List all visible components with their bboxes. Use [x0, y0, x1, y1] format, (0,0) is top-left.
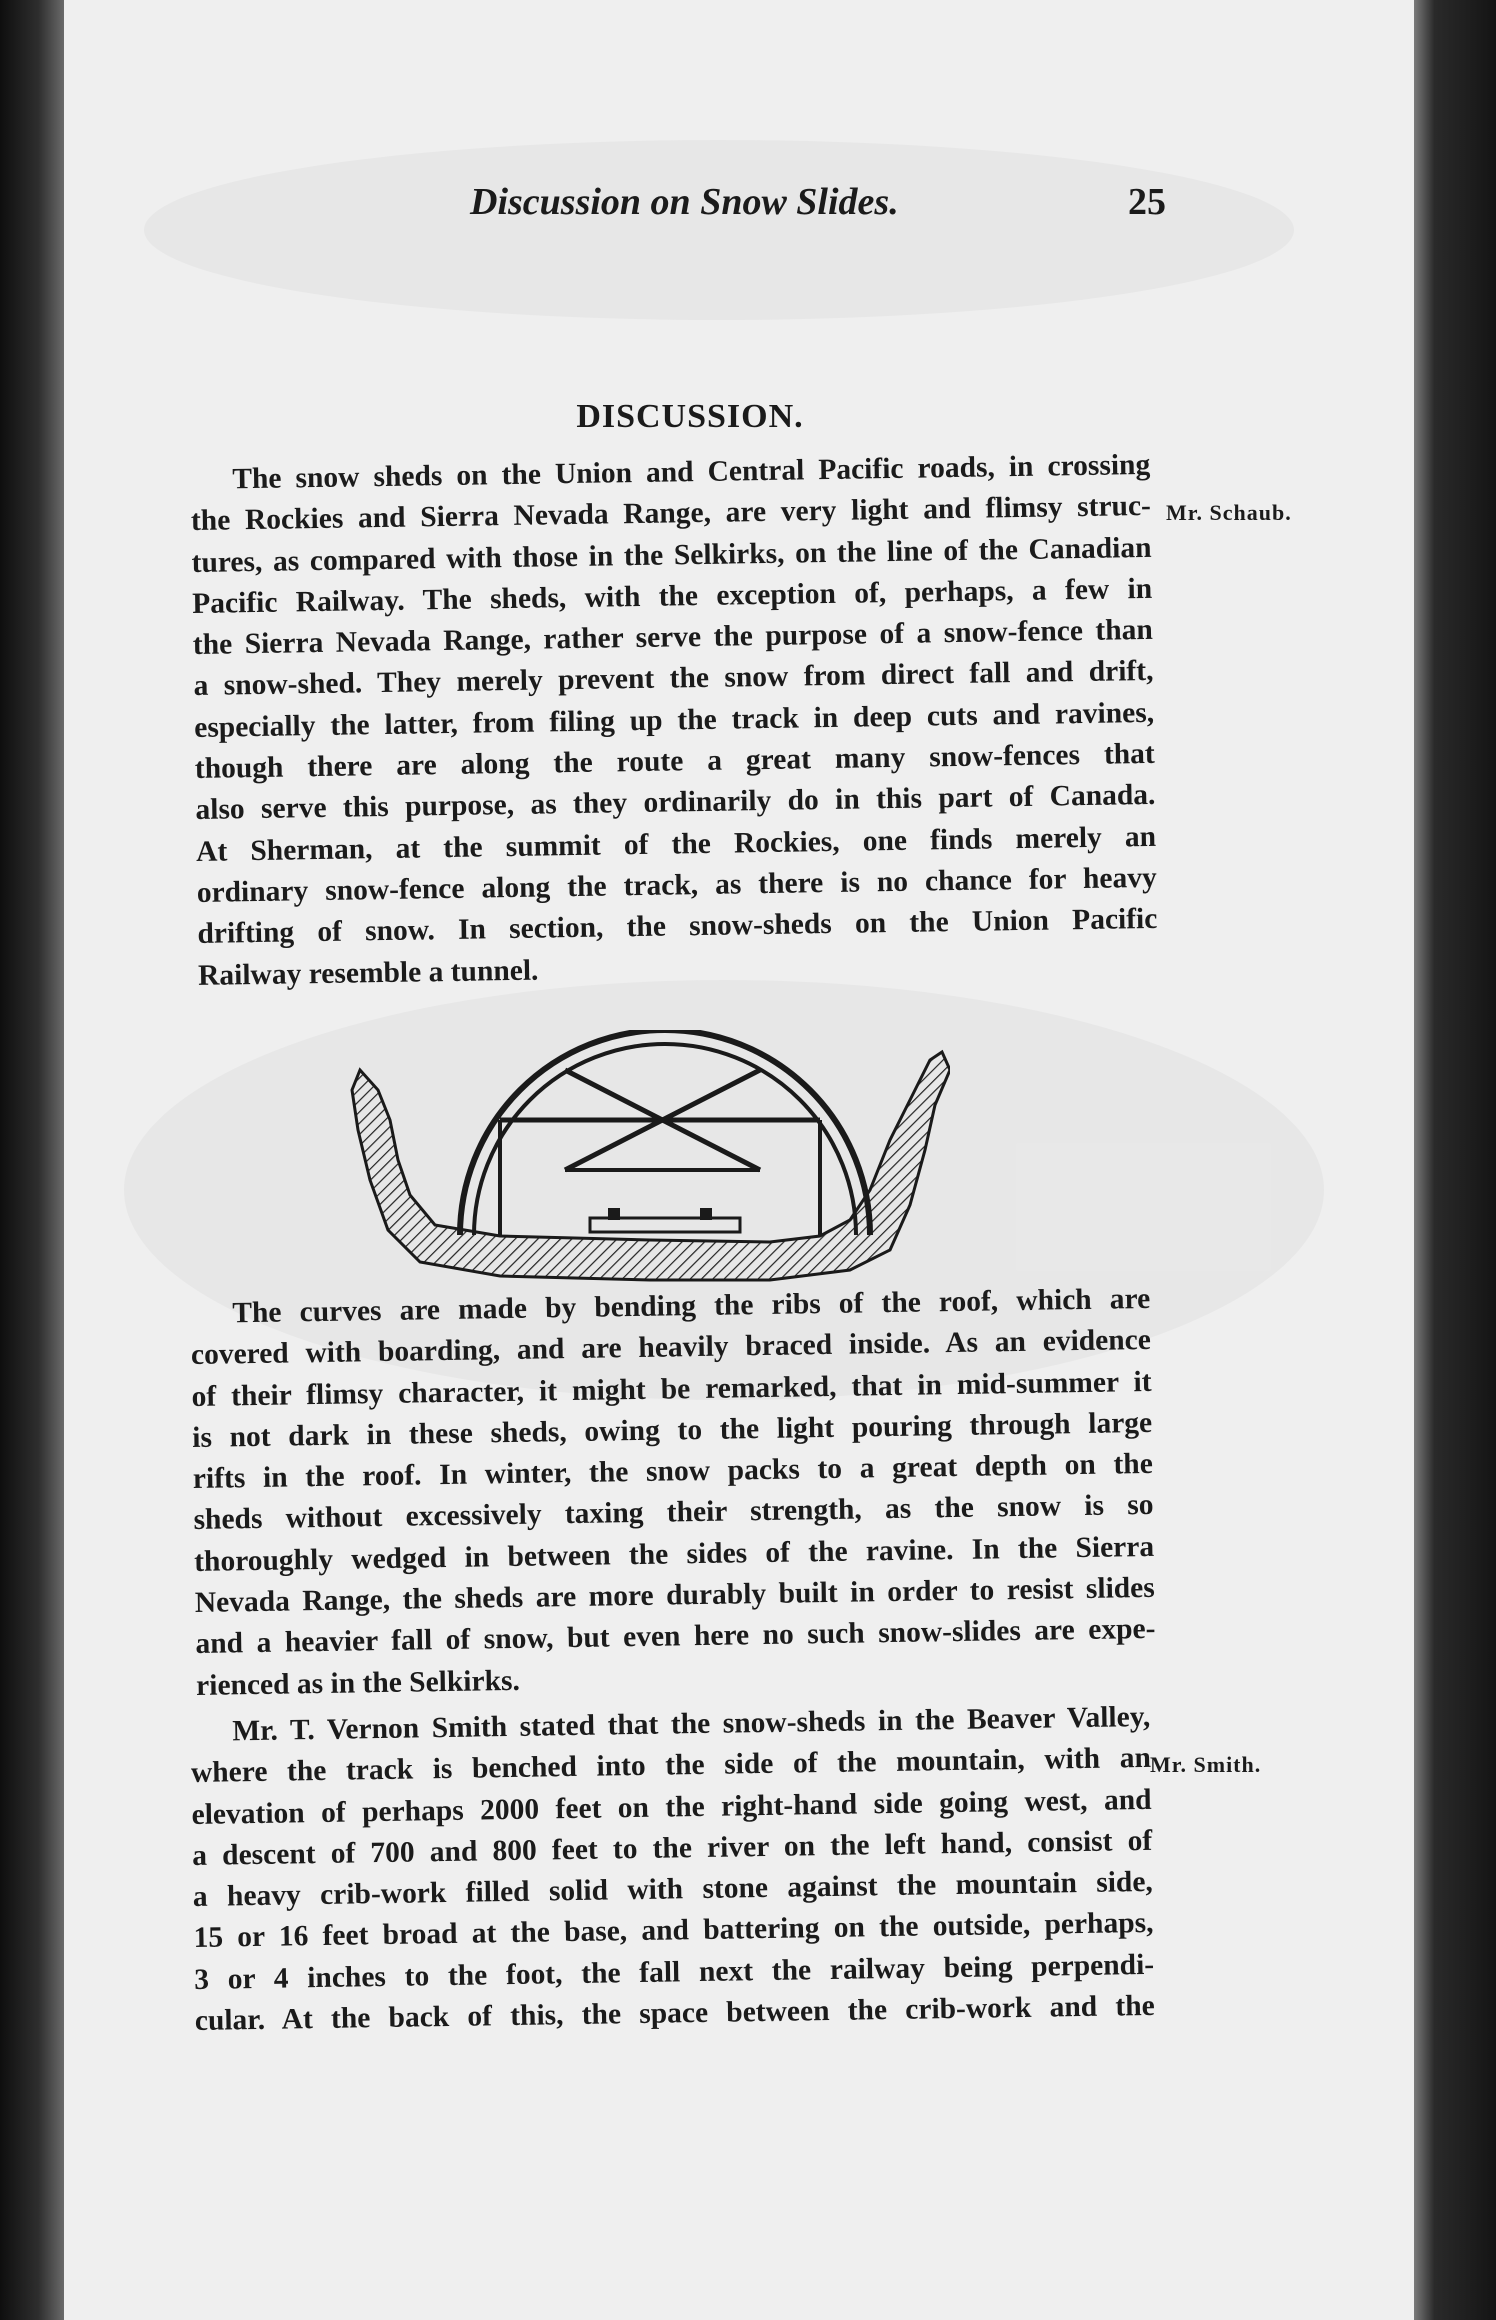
rail-track: [590, 1218, 740, 1232]
bleed-through-smudge: [144, 140, 1294, 320]
text-line: also serve this purpose, as they ordinarily do in this part of Canada.: [195, 779, 1156, 827]
snow-shed-section-figure: [350, 1030, 950, 1290]
text-line: a descent of 700 and 800 feet to the river on the left hand, consist of: [192, 1824, 1153, 1872]
text-line: 3 or 4 inches to the foot, the fall next the railway being perpendi-: [193, 1948, 1155, 1996]
text-line: Railway resemble a tunnel.: [197, 954, 539, 992]
rail: [608, 1208, 620, 1220]
text-line: rienced as in the Selkirks.: [195, 1664, 521, 1702]
running-title: Discussion on Snow Slides.: [470, 181, 899, 223]
text-line: is not dark in these sheds, owing to the light pouring through large: [192, 1406, 1153, 1454]
text-line: drifting of snow. In section, the snow-sheds on the Union Pacific: [197, 903, 1158, 951]
text-line: tures, as compared with those in the Selkirks, on the line of the Canadian: [191, 531, 1152, 579]
text-line: The curves are made by bending the ribs of the roof, which are: [232, 1282, 1151, 1330]
book-spine-shadow: [0, 0, 64, 2320]
text-line: ordinary snow-fence along the track, as there is no chance for heavy: [196, 861, 1157, 909]
page-edge-shadow: [1414, 0, 1496, 2320]
shed-inner-arch: [474, 1044, 856, 1235]
text-line: and a heavier fall of snow, but even here no such snow-slides are expe-: [195, 1613, 1156, 1661]
page-number: 25: [1128, 181, 1166, 223]
text-line: 15 or 16 feet broad at the base, and battering on the outside, perhaps,: [193, 1907, 1154, 1955]
text-line: though there are along the route a great many snow-fences that: [194, 737, 1155, 786]
paragraph-2: [190, 1279, 1156, 1707]
paragraph-1: [190, 445, 1158, 997]
paragraph-3: [190, 1697, 1155, 2042]
rail: [700, 1208, 712, 1220]
text-line: a heavy crib-work filled solid with stone against the mountain side,: [192, 1866, 1154, 1914]
text-line: elevation of perhaps 2000 feet on the right-hand side going west, and: [191, 1783, 1152, 1831]
text-line: rifts in the roof. In winter, the snow packs to a great depth on the: [192, 1448, 1154, 1496]
text-line: of their flimsy character, it might be remarked, that in mid-summer it: [191, 1365, 1152, 1413]
text-line: sheds without excessively taxing their strength, as the snow is so: [193, 1489, 1154, 1537]
text-line: Pacific Railway. The sheds, with the exception of, perhaps, a few in: [192, 572, 1153, 620]
margin-note-smith: Mr. Smith.: [1150, 1752, 1262, 1777]
text-line: the Rockies and Sierra Nevada Range, are very light and flimsy struc-: [190, 490, 1152, 538]
text-line: thoroughly wedged in between the sides of the ravine. In the Sierra: [193, 1530, 1155, 1578]
text-line: Nevada Range, the sheds are more durably built in order to resist slides: [194, 1571, 1155, 1620]
text-line: cular. At the back of this, the space between the crib-work and the: [194, 1989, 1155, 2038]
text-line: The snow sheds on the Union and Central Pacific roads, in crossing: [232, 448, 1151, 496]
section-heading: DISCUSSION.: [576, 398, 804, 435]
text-line: especially the latter, from filing up the track in deep cuts and ravines,: [193, 696, 1155, 744]
text-line: the Sierra Nevada Range, rather serve the purpose of a snow-fence than: [192, 614, 1154, 662]
text-line: a snow-shed. They merely prevent the snow from direct fall and drift,: [193, 655, 1154, 703]
margin-note-schaub: Mr. Schaub.: [1166, 500, 1292, 525]
text-line: Mr. T. Vernon Smith stated that the snow-sheds in the Beaver Valley,: [232, 1700, 1151, 1748]
text-line: where the track is benched into the side of the mountain, with an: [190, 1742, 1152, 1790]
shed-roof-arch: [460, 1030, 870, 1235]
text-line: covered with boarding, and are heavily braced inside. As an evidence: [190, 1324, 1152, 1372]
text-line: At Sherman, at the summit of the Rockies, one finds merely an: [195, 820, 1157, 868]
